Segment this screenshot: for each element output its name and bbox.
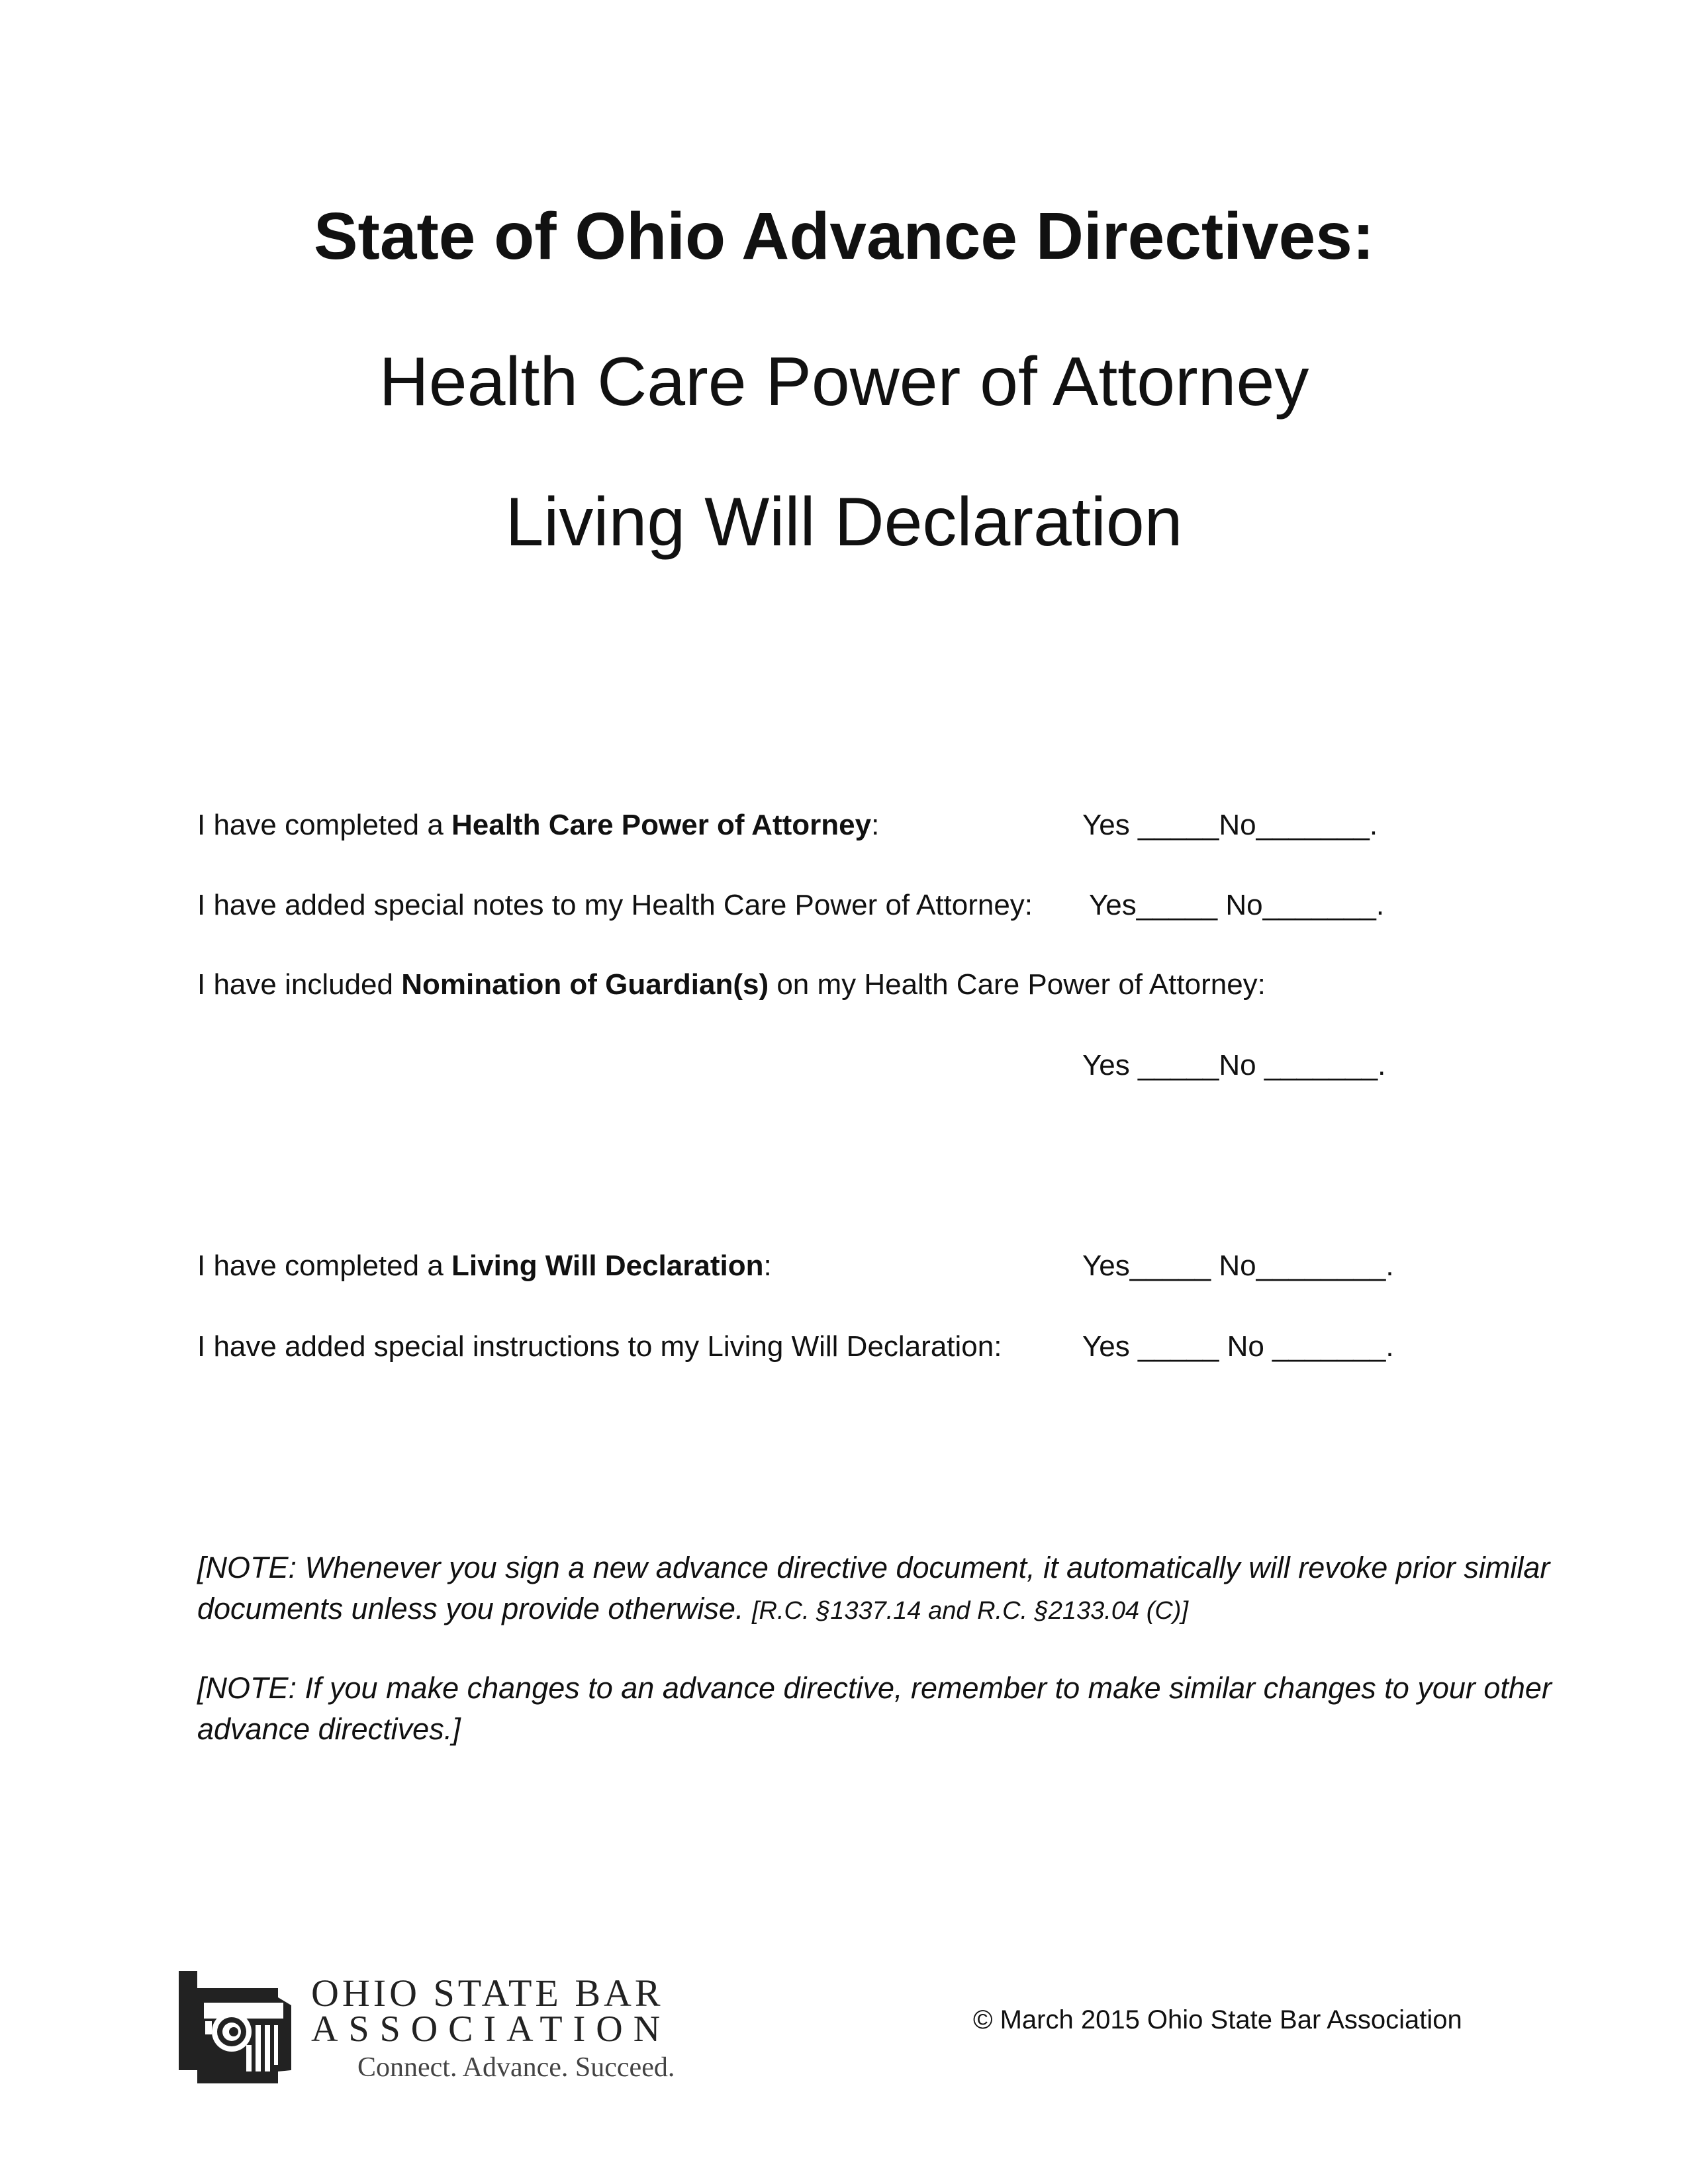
logo-tagline: Connect. Advance. Succeed. [357,2052,675,2083]
osba-logo [179,1971,688,2083]
question-living-will-special-instructions: I have added special instructions to my Living Will Declaration: [197,1330,1002,1363]
document-subtitle-living-will: Living Will Declaration [505,484,1183,561]
osba-column-icon [179,1971,291,2083]
answer-hcpoa-completed[interactable]: Yes _____No_______. [1082,809,1378,841]
note-revocation [197,1547,1587,1631]
logo-wordmark-line1: OHIO STATE BAR [311,1972,664,2015]
question-text-post: : [763,1250,772,1282]
question-hcpoa-special-notes: I have added special notes to my Health Care Power of Attorney: [197,889,1033,921]
question-text-pre: I have completed a [197,1250,452,1282]
note-changes: [NOTE: If you make changes to an advance directive, remember to make similar changes to your other advance directives.] [197,1671,1552,1746]
answer-living-will-completed[interactable]: Yes_____ No________. [1082,1250,1394,1282]
document-subtitle-hcpoa: Health Care Power of Attorney [379,343,1309,420]
answer-living-will-special-instructions[interactable]: Yes _____ No _______. [1082,1330,1394,1363]
question-text-bold: Living Will Declaration [451,1250,764,1282]
question-text-pre: I have completed a [197,809,452,841]
question-living-will-completed [197,1250,772,1283]
document-title: State of Ohio Advance Directives: [313,199,1375,273]
answer-nomination-guardian[interactable]: Yes _____No _______. [1082,1049,1386,1081]
question-text-pre: I have included [197,968,402,1001]
copyright-notice: © March 2015 Ohio State Bar Association [973,2005,1462,2034]
answer-hcpoa-special-notes[interactable]: Yes_____ No_______. [1089,889,1385,921]
question-nomination-guardian [197,968,1266,1001]
logo-wordmark-line2: ASSOCIATION [311,2009,671,2050]
question-text-post: : [871,809,880,841]
question-text-post: on my Health Care Power of Attorney: [769,968,1266,1001]
question-text-bold: Health Care Power of Attorney [451,809,872,841]
note-revocation-text: [NOTE: Whenever you sign a new advance directive document, it automatically will revoke prior similar documents unless you provide otherwise. [197,1551,1550,1625]
question-hcpoa-completed [197,809,879,842]
note-revocation-citation: [R.C. §1337.14 and R.C. §2133.04 (C)] [751,1597,1188,1625]
question-text-bold: Nomination of Guardian(s) [401,968,769,1001]
